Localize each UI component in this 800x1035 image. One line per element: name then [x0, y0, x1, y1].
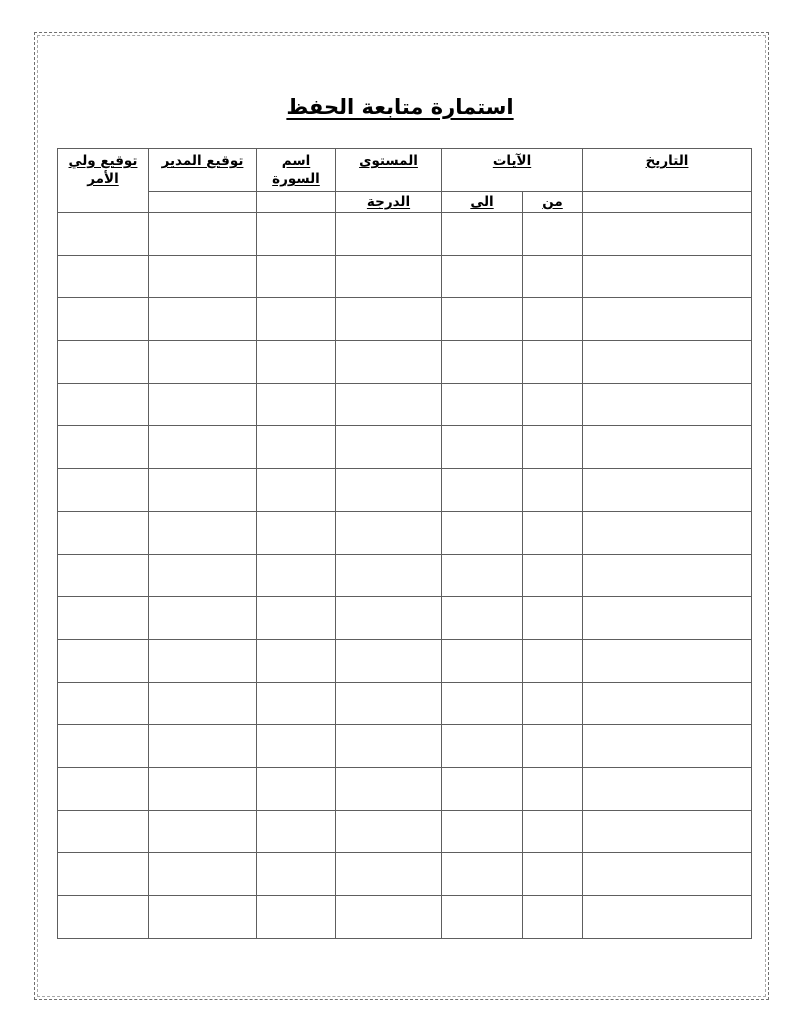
header-verses: الآيات [442, 149, 583, 192]
cell-surah-name [257, 554, 336, 597]
cell-principal-signature [149, 682, 257, 725]
cell-guardian-signature [58, 298, 149, 341]
cell-to [442, 682, 523, 725]
cell-principal-signature [149, 511, 257, 554]
table-row [58, 725, 752, 768]
cell-guardian-signature [58, 853, 149, 896]
cell-to [442, 767, 523, 810]
cell-date [583, 725, 752, 768]
table-row [58, 853, 752, 896]
header-guardian-signature: توقيع ولي الأمر [58, 149, 149, 213]
cell-date [583, 853, 752, 896]
cell-surah-name [257, 341, 336, 384]
cell-from [523, 682, 583, 725]
cell-grade [336, 597, 442, 640]
cell-grade [336, 426, 442, 469]
subheader-grade: الدرجة [336, 192, 442, 213]
cell-surah-name [257, 213, 336, 256]
cell-from [523, 383, 583, 426]
cell-to [442, 213, 523, 256]
cell-principal-signature [149, 426, 257, 469]
table-row [58, 896, 752, 939]
cell-principal-signature [149, 853, 257, 896]
cell-principal-signature [149, 597, 257, 640]
cell-from [523, 725, 583, 768]
cell-to [442, 341, 523, 384]
cell-grade [336, 383, 442, 426]
cell-to [442, 597, 523, 640]
table-row [58, 554, 752, 597]
table-row [58, 383, 752, 426]
cell-date [583, 426, 752, 469]
subheader-empty-cell [257, 192, 336, 213]
cell-grade [336, 853, 442, 896]
cell-date [583, 810, 752, 853]
cell-grade [336, 810, 442, 853]
cell-principal-signature [149, 810, 257, 853]
cell-to [442, 511, 523, 554]
cell-date [583, 767, 752, 810]
subheader-empty-cell [149, 192, 257, 213]
table-row [58, 639, 752, 682]
cell-from [523, 255, 583, 298]
table-body [58, 213, 752, 939]
cell-grade [336, 554, 442, 597]
cell-principal-signature [149, 213, 257, 256]
cell-surah-name [257, 767, 336, 810]
cell-to [442, 725, 523, 768]
cell-to [442, 554, 523, 597]
cell-grade [336, 255, 442, 298]
subheader-to: الى [442, 192, 523, 213]
header-principal-signature: توقيع المدير [149, 149, 257, 192]
cell-principal-signature [149, 896, 257, 939]
cell-principal-signature [149, 341, 257, 384]
cell-guardian-signature [58, 896, 149, 939]
subheader-empty-cell [583, 192, 752, 213]
cell-from [523, 298, 583, 341]
cell-guardian-signature [58, 682, 149, 725]
cell-to [442, 810, 523, 853]
table-row [58, 810, 752, 853]
cell-principal-signature [149, 298, 257, 341]
subheader-row [58, 192, 752, 213]
cell-date [583, 682, 752, 725]
table-row [58, 511, 752, 554]
cell-grade [336, 767, 442, 810]
cell-date [583, 896, 752, 939]
table-row [58, 469, 752, 512]
cell-grade [336, 682, 442, 725]
cell-to [442, 896, 523, 939]
cell-guardian-signature [58, 469, 149, 512]
cell-surah-name [257, 639, 336, 682]
cell-date [583, 511, 752, 554]
cell-surah-name [257, 383, 336, 426]
cell-date [583, 341, 752, 384]
cell-guardian-signature [58, 213, 149, 256]
cell-to [442, 255, 523, 298]
cell-date [583, 639, 752, 682]
cell-guardian-signature [58, 597, 149, 640]
table-row [58, 298, 752, 341]
cell-surah-name [257, 255, 336, 298]
cell-from [523, 469, 583, 512]
cell-to [442, 469, 523, 512]
cell-grade [336, 341, 442, 384]
cell-date [583, 469, 752, 512]
subheader-from: من [523, 192, 583, 213]
cell-date [583, 597, 752, 640]
cell-guardian-signature [58, 383, 149, 426]
cell-grade [336, 213, 442, 256]
cell-from [523, 511, 583, 554]
cell-surah-name [257, 725, 336, 768]
cell-from [523, 426, 583, 469]
table-row [58, 341, 752, 384]
table-row [58, 597, 752, 640]
cell-surah-name [257, 298, 336, 341]
cell-from [523, 810, 583, 853]
cell-from [523, 341, 583, 384]
cell-date [583, 298, 752, 341]
cell-principal-signature [149, 383, 257, 426]
cell-surah-name [257, 853, 336, 896]
cell-from [523, 554, 583, 597]
cell-from [523, 213, 583, 256]
cell-from [523, 767, 583, 810]
cell-from [523, 597, 583, 640]
cell-to [442, 426, 523, 469]
cell-guardian-signature [58, 554, 149, 597]
cell-surah-name [257, 511, 336, 554]
cell-principal-signature [149, 639, 257, 682]
cell-grade [336, 725, 442, 768]
cell-guardian-signature [58, 725, 149, 768]
cell-principal-signature [149, 725, 257, 768]
memorization-tracking-table [57, 148, 752, 939]
table-row [58, 426, 752, 469]
table-row [58, 255, 752, 298]
cell-grade [336, 511, 442, 554]
cell-guardian-signature [58, 639, 149, 682]
cell-date [583, 383, 752, 426]
cell-date [583, 213, 752, 256]
cell-grade [336, 469, 442, 512]
cell-surah-name [257, 682, 336, 725]
cell-guardian-signature [58, 767, 149, 810]
cell-date [583, 255, 752, 298]
cell-guardian-signature [58, 810, 149, 853]
header-level: المستوى [336, 149, 442, 192]
cell-to [442, 853, 523, 896]
table-row [58, 682, 752, 725]
cell-surah-name [257, 426, 336, 469]
cell-principal-signature [149, 767, 257, 810]
cell-from [523, 639, 583, 682]
cell-to [442, 639, 523, 682]
header-date: التاريخ [583, 149, 752, 192]
table-row [58, 767, 752, 810]
cell-guardian-signature [58, 255, 149, 298]
header-row [58, 149, 752, 192]
table-row [58, 213, 752, 256]
cell-guardian-signature [58, 426, 149, 469]
cell-principal-signature [149, 255, 257, 298]
cell-surah-name [257, 469, 336, 512]
header-surah-name: اسم السورة [257, 149, 336, 192]
cell-principal-signature [149, 469, 257, 512]
cell-from [523, 853, 583, 896]
cell-from [523, 896, 583, 939]
form-title: استمارة متابعة الحفظ [286, 95, 514, 119]
cell-principal-signature [149, 554, 257, 597]
cell-to [442, 298, 523, 341]
cell-surah-name [257, 810, 336, 853]
cell-guardian-signature [58, 511, 149, 554]
cell-to [442, 383, 523, 426]
cell-grade [336, 298, 442, 341]
cell-surah-name [257, 896, 336, 939]
cell-surah-name [257, 597, 336, 640]
cell-grade [336, 639, 442, 682]
cell-grade [336, 896, 442, 939]
cell-guardian-signature [58, 341, 149, 384]
cell-date [583, 554, 752, 597]
